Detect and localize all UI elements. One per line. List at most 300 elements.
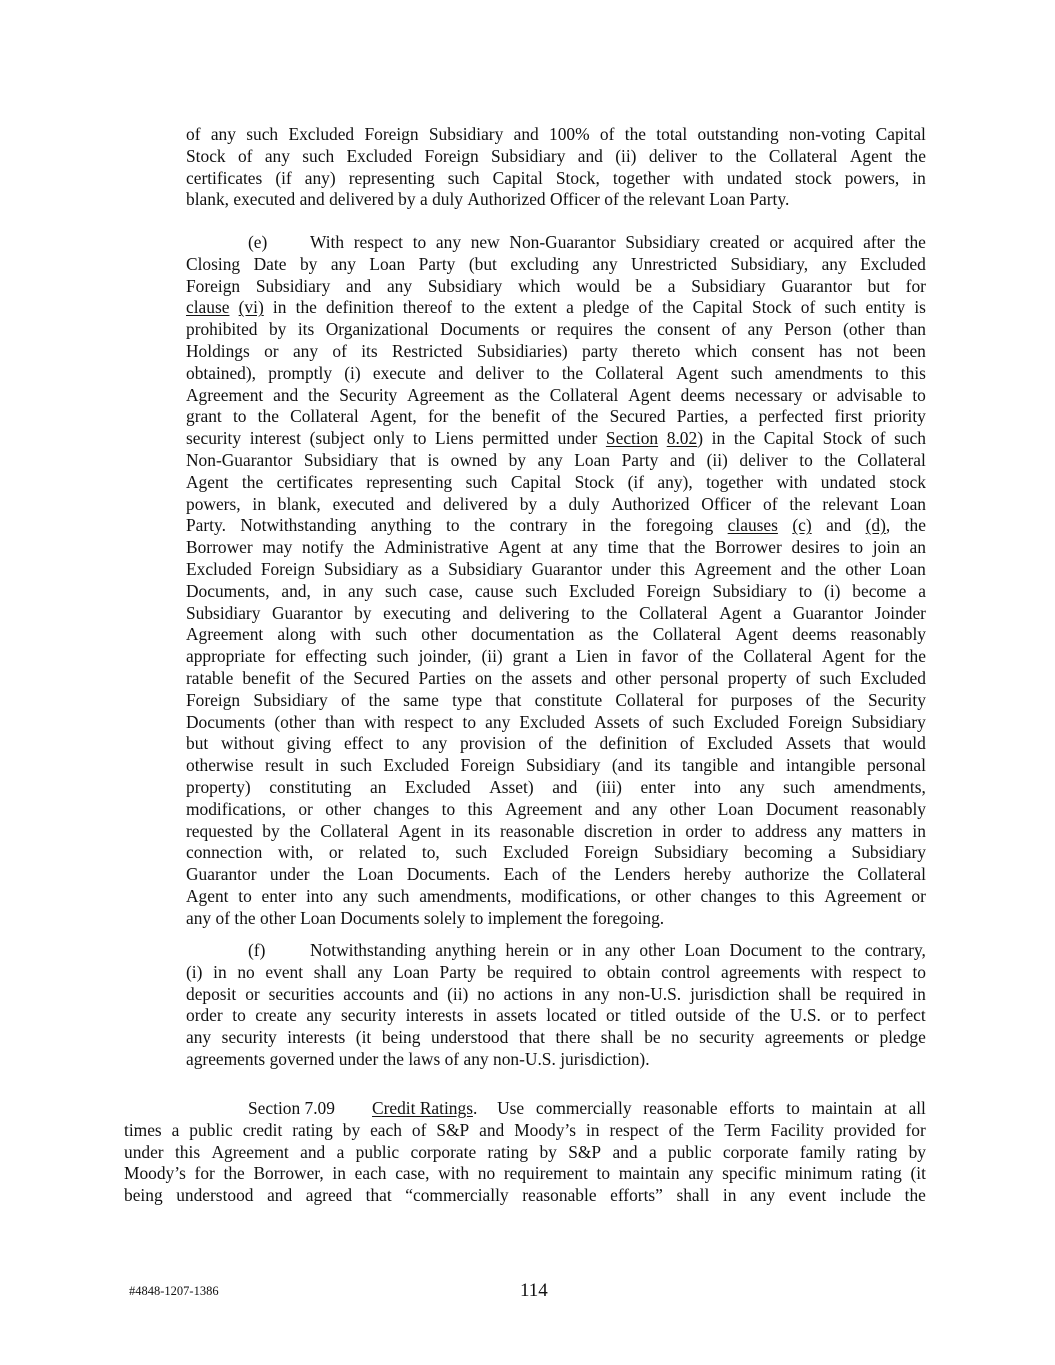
text: such: [375, 624, 408, 645]
text: Foreign: [186, 275, 241, 296]
text: this: [789, 885, 815, 906]
text: Excluded: [713, 711, 780, 732]
text-line: [186, 1005, 926, 1027]
text-line: [124, 1120, 926, 1142]
text: efforts”: [610, 1185, 663, 1206]
word: [186, 472, 229, 494]
word: [124, 1185, 163, 1207]
text: other: [615, 667, 651, 688]
text: executed: [233, 189, 296, 210]
text: the: [904, 145, 926, 166]
text: executing: [383, 602, 451, 623]
word: [539, 1142, 556, 1164]
word: [323, 864, 344, 886]
text-line: [186, 124, 926, 146]
word: [392, 341, 463, 363]
text: in: [582, 515, 596, 536]
text: any: [632, 798, 658, 819]
word: [252, 494, 266, 516]
word: [377, 646, 409, 668]
word: [520, 494, 537, 516]
text: such: [385, 580, 417, 601]
text: the: [624, 319, 646, 340]
text: stock: [794, 167, 832, 188]
text: Borrower,: [253, 1163, 324, 1184]
text: under: [557, 428, 598, 449]
word: [785, 1163, 853, 1185]
word: [403, 297, 452, 319]
word: [701, 886, 757, 908]
text: relevant: [648, 189, 705, 210]
text: to: [441, 798, 456, 819]
word: [268, 363, 332, 385]
text: that: [365, 1185, 392, 1206]
text: such: [824, 297, 857, 318]
word: [354, 603, 371, 625]
word: [522, 1185, 596, 1207]
text: Documents: [440, 319, 520, 340]
text: Excluded: [519, 711, 586, 732]
word: [822, 494, 878, 516]
text: Subsidiary: [851, 842, 926, 863]
text: its: [473, 820, 491, 841]
text: that: [495, 689, 522, 710]
text: rating: [292, 1119, 333, 1140]
word: [395, 1163, 429, 1185]
indent: [186, 940, 248, 962]
word: [569, 581, 635, 603]
word: [801, 297, 816, 319]
word: [657, 319, 710, 341]
text: Excluded: [502, 842, 569, 863]
text: to: [799, 449, 813, 470]
text: Subsidiary: [526, 755, 601, 776]
text: any: [739, 776, 765, 797]
word: [789, 1185, 827, 1207]
text: total: [656, 124, 688, 144]
word: [353, 537, 374, 559]
word: [514, 124, 539, 146]
word: [731, 690, 793, 712]
word: [281, 581, 310, 603]
word: [253, 690, 327, 712]
text: no: [237, 961, 255, 982]
word: [186, 559, 252, 581]
word: [357, 962, 382, 984]
word: [835, 406, 863, 428]
text: the: [712, 646, 734, 667]
word: [618, 984, 681, 1006]
word: [567, 908, 588, 930]
word: [238, 146, 253, 168]
text: the: [814, 558, 837, 579]
text: as: [588, 624, 604, 645]
text: a: [171, 1119, 180, 1140]
text: related: [358, 842, 407, 863]
text: reasonable: [522, 1185, 597, 1206]
word: [373, 799, 429, 821]
text: (ii): [706, 449, 728, 470]
word: [296, 297, 317, 319]
text: to: [462, 711, 477, 732]
text: that: [389, 449, 416, 470]
text: of: [648, 711, 664, 732]
word: [499, 603, 570, 625]
word: [325, 799, 361, 821]
word: [404, 712, 453, 734]
text: Guarantor: [272, 602, 343, 623]
word: [669, 1120, 684, 1142]
text: Guarantor: [792, 602, 864, 623]
word: [538, 733, 553, 755]
text: U.S.: [789, 1005, 821, 1026]
text: Guarantor: [531, 558, 603, 579]
text: delivered: [443, 493, 508, 514]
word: [822, 254, 847, 276]
word: contrary,: [864, 940, 926, 960]
word: [387, 276, 412, 298]
word: [790, 1005, 821, 1027]
word: [518, 276, 561, 298]
text: the: [566, 907, 588, 928]
word: [186, 962, 202, 984]
word: [577, 406, 598, 428]
text: (ii): [447, 983, 469, 1004]
text: order: [186, 1005, 223, 1026]
text: the: [759, 1005, 781, 1026]
text: a: [739, 406, 748, 427]
word: [492, 406, 540, 428]
word: [396, 733, 410, 755]
text: a: [548, 493, 557, 514]
text-line: [186, 755, 926, 777]
word: [744, 842, 813, 864]
word: [819, 668, 851, 690]
text: to: [912, 384, 926, 405]
word: [697, 690, 717, 712]
word: [310, 428, 365, 450]
word: [418, 668, 465, 690]
word: [261, 886, 296, 908]
word: [745, 864, 810, 886]
word: [584, 984, 609, 1006]
cross-reference: clause: [186, 297, 230, 318]
text: Loan: [300, 907, 336, 928]
word: [341, 1005, 396, 1027]
text: Subsidiary: [427, 275, 503, 296]
word: [383, 603, 451, 625]
text: securities: [268, 983, 335, 1004]
word: [186, 581, 270, 603]
text: would: [576, 275, 620, 296]
word: [562, 984, 576, 1006]
word: [644, 1027, 660, 1049]
word: [546, 1005, 596, 1027]
text: in: [912, 983, 926, 1004]
word: [769, 146, 838, 168]
word: [595, 799, 620, 821]
text: 100%: [549, 124, 590, 144]
word: [609, 1120, 658, 1142]
word: [339, 385, 397, 407]
text: a: [336, 1141, 345, 1162]
section-first-line-rest: [473, 1098, 926, 1120]
word: [124, 1163, 186, 1185]
word: [478, 1163, 495, 1185]
word: [575, 472, 615, 494]
word: [677, 406, 729, 428]
word: [815, 559, 836, 581]
text: in: [912, 820, 926, 841]
word: [491, 146, 565, 168]
text: agreements: [186, 1048, 266, 1069]
text: no: [477, 983, 495, 1004]
text: such: [730, 362, 763, 383]
text: respect: [404, 711, 454, 732]
text: authorize: [744, 864, 810, 885]
word: [873, 537, 900, 559]
word: [213, 962, 227, 984]
text: an: [369, 776, 387, 797]
text: or: [854, 1027, 869, 1048]
word: [676, 1185, 709, 1207]
word: [681, 385, 725, 407]
word: [800, 1142, 845, 1164]
text: and: [552, 776, 578, 797]
word: [314, 962, 347, 984]
word: [408, 559, 423, 581]
text: in: [332, 1163, 346, 1184]
text: advisable: [836, 384, 903, 405]
word: [789, 124, 865, 146]
text-line: [186, 1027, 926, 1049]
word: [615, 146, 636, 168]
word: [837, 385, 903, 407]
word: [186, 1049, 265, 1071]
cross-reference: 8.02: [666, 428, 698, 449]
word: [799, 450, 813, 472]
text: as: [494, 384, 509, 405]
text: address: [754, 820, 808, 841]
word: [728, 668, 787, 690]
word: [258, 406, 279, 428]
text: such: [447, 167, 480, 188]
word: [531, 668, 572, 690]
text: rating: [856, 1141, 898, 1162]
word: [606, 428, 658, 450]
text: amendments,: [833, 776, 926, 797]
text: executed: [332, 493, 395, 514]
word: [470, 908, 484, 930]
word: [551, 537, 564, 559]
word: [172, 1120, 180, 1142]
word: [195, 1163, 215, 1185]
word: [630, 1005, 666, 1027]
text: the: [623, 189, 645, 210]
text: Subsidiary: [303, 449, 379, 470]
text: Agent: [498, 537, 541, 558]
text: to: [875, 362, 889, 383]
word: [911, 886, 926, 908]
word: [624, 319, 645, 341]
text: the: [322, 864, 345, 885]
text: to: [766, 885, 780, 906]
word: [707, 733, 773, 755]
word: [479, 1120, 504, 1142]
text: type: [452, 689, 483, 710]
word: [287, 1027, 345, 1049]
text: Security: [339, 384, 398, 405]
section-7-09: [124, 1098, 926, 1207]
word: [592, 254, 617, 276]
text: be: [644, 1027, 661, 1048]
text: by: [508, 449, 526, 470]
word: [791, 537, 839, 559]
text: requirement: [503, 1163, 588, 1184]
word: [341, 690, 356, 712]
word: [739, 450, 787, 472]
text: the: [483, 297, 506, 318]
text: powers,: [844, 167, 900, 188]
word: [558, 428, 598, 450]
word: [781, 559, 806, 581]
word: [438, 1163, 469, 1185]
paragraph-e-first-text: [310, 232, 926, 254]
text: the: [617, 624, 639, 645]
text: such: [246, 124, 279, 144]
text: of: [411, 1119, 427, 1140]
text: Asset): [489, 776, 534, 797]
word: [649, 146, 697, 168]
word: [773, 603, 781, 625]
text: connection: [186, 842, 263, 863]
word: [851, 624, 926, 646]
word: [504, 1163, 588, 1185]
text: any),: [657, 471, 693, 492]
word: [909, 1142, 926, 1164]
text: to: [536, 362, 550, 383]
word: [646, 515, 714, 537]
word: [778, 984, 811, 1006]
word: [583, 962, 597, 984]
word: [269, 319, 286, 341]
text: its: [654, 755, 671, 776]
text: necessary: [734, 384, 803, 405]
text: been: [893, 340, 926, 361]
text: Person: [784, 319, 832, 340]
text: the: [223, 1163, 245, 1184]
word: [582, 515, 596, 537]
word: [124, 1120, 162, 1142]
word: [407, 864, 491, 886]
word: [752, 297, 792, 319]
word: [484, 297, 505, 319]
text: deposit: [186, 983, 237, 1004]
word: [305, 646, 366, 668]
word: [628, 385, 671, 407]
word: [718, 799, 754, 821]
word: [496, 1005, 537, 1027]
text: the: [565, 733, 587, 754]
text: specific: [722, 1163, 777, 1184]
text: Subsidiary: [186, 602, 261, 623]
text: any: [306, 1005, 332, 1026]
text: create: [255, 1005, 297, 1026]
word: [905, 646, 926, 668]
word: [693, 1120, 714, 1142]
word: [722, 1163, 776, 1185]
word: [905, 1185, 926, 1207]
text: together: [706, 471, 764, 492]
word: [682, 755, 738, 777]
word: [326, 297, 394, 319]
text: enter: [640, 776, 676, 797]
word: [513, 646, 549, 668]
word: [186, 385, 263, 407]
word: [186, 1005, 223, 1027]
word: [685, 821, 722, 843]
word: [261, 559, 315, 581]
text: rating: [861, 1163, 902, 1184]
text: Authorized: [611, 493, 690, 514]
text-line: [186, 712, 926, 734]
text: changes: [700, 885, 757, 906]
word: [654, 755, 670, 777]
word: [186, 341, 250, 363]
word: [676, 363, 719, 385]
text: any: [688, 1163, 714, 1184]
word: [610, 1185, 663, 1207]
word: [574, 450, 610, 472]
word: [604, 189, 619, 211]
text: case,: [395, 1163, 430, 1184]
word: [306, 1185, 352, 1207]
text: this: [174, 1141, 201, 1162]
word: Notwithstanding: [310, 940, 426, 960]
word: [300, 1142, 325, 1164]
text: the: [295, 297, 317, 318]
text: in: [722, 1185, 737, 1206]
word: [186, 189, 229, 211]
text: favor: [641, 646, 678, 667]
word: [727, 168, 782, 190]
text: such: [376, 646, 409, 667]
text: the: [684, 537, 706, 558]
word: [315, 755, 329, 777]
word: [234, 908, 255, 930]
word: [812, 385, 827, 407]
text: Foreign: [424, 145, 479, 166]
text: the: [308, 384, 330, 405]
text: Subsidiary: [691, 275, 766, 296]
text: deems: [792, 624, 837, 645]
text: Capital: [492, 167, 543, 188]
text: pledge: [879, 1027, 926, 1048]
word: [699, 1027, 754, 1049]
word: [292, 1120, 333, 1142]
word: [910, 537, 926, 559]
word: [371, 515, 432, 537]
word: [854, 1027, 869, 1049]
word: [824, 297, 856, 319]
word: [735, 146, 756, 168]
text: Lien: [575, 646, 608, 667]
text: relevant: [822, 493, 879, 514]
text: the: [904, 515, 926, 536]
text: Assets: [594, 711, 640, 732]
text: assets: [531, 667, 573, 688]
word: [343, 1120, 360, 1142]
